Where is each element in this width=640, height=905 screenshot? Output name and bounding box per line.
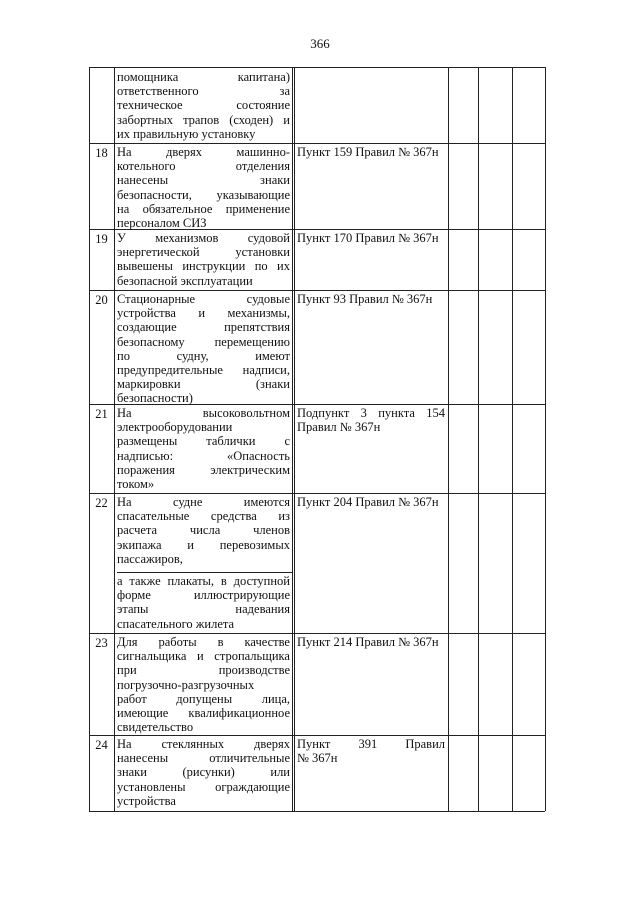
- reference-cell: Пункт 170 Правил № 367н: [297, 231, 439, 245]
- table-border-right: [545, 67, 546, 811]
- row-number: 21: [95, 407, 108, 421]
- page-number: 366: [310, 36, 330, 51]
- requirement-cell: Стационарные судовые устройства и механизмы, создающие препятствия безопасному перемещению по судну, имеют предупредительные надписи, маркировки (знаки безопасности): [117, 292, 290, 406]
- requirement-cell: У механизмов судовой энергетической установки вывешены инструкции по их безопасной эксплуатации: [117, 231, 290, 288]
- row-number: 24: [95, 738, 108, 752]
- column-divider-num: [114, 67, 115, 811]
- requirement-cell: На стеклянных дверях нанесены отличительные знаки (рисунки) или установлены ограждающие устройства: [117, 737, 290, 808]
- row-line: [89, 493, 545, 494]
- reference-cell: Пункт 159 Правил № 367н: [297, 145, 439, 159]
- row-number: 22: [95, 496, 108, 510]
- column-divider-yes: [478, 67, 479, 811]
- column-divider-no: [512, 67, 513, 811]
- row-line: [89, 67, 545, 68]
- checklist-table: [89, 67, 545, 811]
- reference-cell: Пункт 214 Правил № 367н: [297, 635, 439, 649]
- row-22-split-line: [117, 572, 292, 573]
- row-line: [89, 633, 545, 634]
- requirement-cell: На высоковольтном электрооборудовании размещены таблички с надписью: «Опасность поражения электрическим током»: [117, 406, 290, 492]
- requirement-cell-continued: а также плакаты, в доступной форме иллюстрирующие этапы надевания спасательного жилета: [117, 574, 290, 631]
- row-line: [89, 290, 545, 291]
- row-number: 18: [95, 146, 108, 160]
- reference-cell: Пункт 391 Правил № 367н: [297, 737, 445, 766]
- row-line: [89, 811, 545, 812]
- requirement-cell: помощника капитана) ответственного за техническое состояние забортных трапов (сходен) и их правильную установку: [117, 70, 290, 141]
- table-border-left: [89, 67, 90, 811]
- row-number: 19: [95, 232, 108, 246]
- column-divider-requirement: [292, 67, 293, 811]
- column-divider-requirement-double: [294, 67, 295, 811]
- requirement-cell: Для работы в качестве сигнальщика и стропальщика при производстве погрузочно-разгрузочных работ допущены лица, имеющие квалификационное свидетельство: [117, 635, 290, 735]
- requirement-cell: На дверях машинно- котельного отделения нанесены знаки безопасности, указывающие на обязательное применение персоналом СИЗ: [117, 145, 290, 231]
- reference-cell: Пункт 204 Правил № 367н: [297, 495, 439, 509]
- reference-cell: Пункт 93 Правил № 367н: [297, 292, 433, 306]
- row-line: [89, 143, 545, 144]
- row-number: 20: [95, 293, 108, 307]
- row-number: 23: [95, 636, 108, 650]
- row-line: [89, 735, 545, 736]
- requirement-cell: На судне имеются спасательные средства из расчета числа членов экипажа и перевозимых пассажиров,: [117, 495, 290, 566]
- column-divider-reference: [448, 67, 449, 811]
- reference-cell: Подпункт 3 пункта 154 Правил № 367н: [297, 406, 445, 435]
